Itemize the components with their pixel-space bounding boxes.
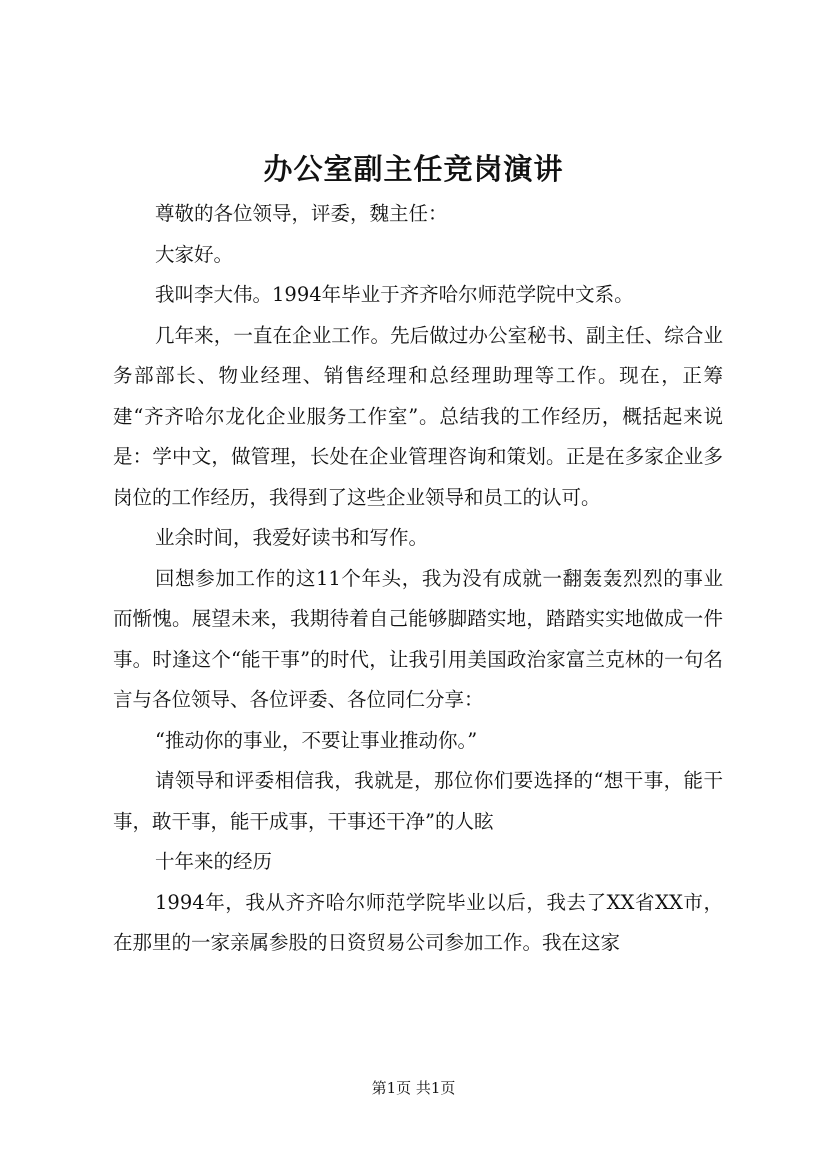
paragraph-greeting: 大家好。 [155,242,234,266]
paragraph-request: 请领导和评委相信我，我就是，那位你们要选择的“想干事，能干事，敢干事，能干成事，干事还干净”的人眩 [113,769,723,833]
paragraph-hobbies: 业余时间，我爱好读书和写作。 [155,526,429,549]
paragraph-quote: “推动你的事业，不要让事业推动你。” [155,728,478,752]
section-heading: 十年来的经历 [155,850,273,873]
paragraph-salutation: 尊敬的各位领导，评委，魏主任： [155,202,448,225]
paragraph-introduction: 我叫李大伟。1994年毕业于齐齐哈尔师范学院中文系。 [155,283,634,306]
page-number-footer: 第1页 共1页 [371,1079,456,1097]
paragraph-reflection: 回想参加工作的这11个年头，我为没有成就一翻轰轰烈烈的事业而惭愧。展望未来，我期待着自己能够脚踏实地，踏踏实实地做成一件事。时逢这个“能干事”的时代，让我引用美国政治家富兰克林的一句名言与各位领导、各位评委、各位同仁分享： [113,566,723,711]
paragraph-work-history: 几年来，一直在企业工作。先后做过办公室秘书、副主任、综合业务部部长、物业经理、销售经理和总经理助理等工作。现在，正筹建“齐齐哈尔龙化企业服务工作室”。总结我的工作经历，概括起来说是：学中文，做管理，长处在企业管理咨询和策划。正是在多家企业多岗位的工作经历，我得到了这些企业领导和员工的认可。 [113,323,723,509]
paragraph-experience: 1994年，我从齐齐哈尔师范学院毕业以后，我去了XX省XX市，在那里的一家亲属参股的日资贸易公司参加工作。我在这家 [113,890,723,954]
document-title: 办公室副主任竞岗演讲 [263,152,564,186]
document-body [113,194,723,964]
